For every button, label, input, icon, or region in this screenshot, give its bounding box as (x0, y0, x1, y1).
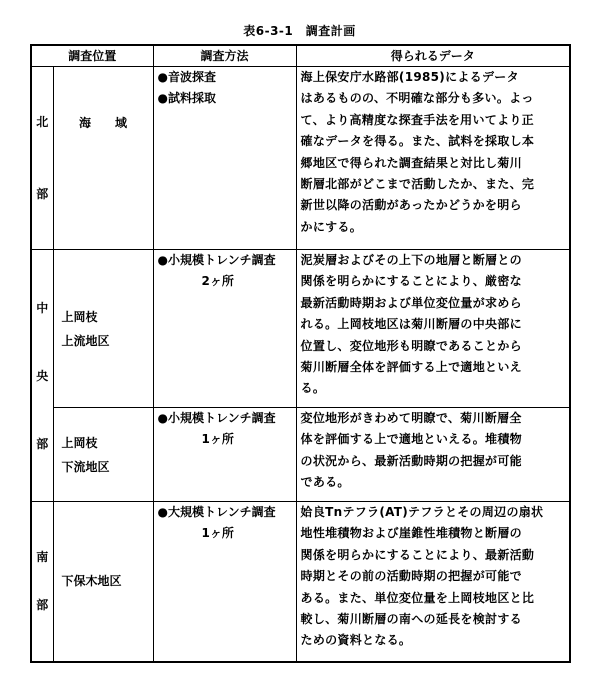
data-kamiokaeda-upper (296, 250, 570, 408)
header-method: 調査方法 (153, 45, 296, 67)
header-data: 得られるデータ (296, 45, 570, 67)
location-label: 上岡枝 (61, 435, 98, 450)
data-line: 関係を明らかにすることにより、最新活動 (300, 547, 535, 562)
data-line: 郷地区で得られた調査結果と対比し菊川 (300, 155, 522, 170)
data-line: 新世以降の活動があったかどうかを明ら (300, 198, 522, 213)
method-item: ●音波探査 (157, 70, 216, 84)
data-north (296, 67, 570, 250)
location-label: 上流地区 (61, 333, 110, 348)
method-shimohoki (153, 502, 296, 662)
method-count: 1ヶ所 (201, 526, 234, 541)
region-north (31, 67, 53, 250)
data-line: 時期とその前の活動時期の把握が可能で (300, 569, 522, 584)
location-kamiokaeda-upper (53, 250, 153, 408)
table-row-south (31, 502, 570, 662)
region-char: 部 (36, 598, 49, 613)
data-line: 変位地形がきわめて明瞭で、菊川断層全 (300, 411, 522, 425)
data-shimohoki (296, 502, 570, 662)
data-line: 較し、菊川断層の南への延長を検討する (300, 612, 522, 627)
data-line: 関係を明らかにすることにより、厳密な (300, 274, 522, 289)
survey-plan-table (30, 44, 571, 663)
data-line: ための資料となる。 (300, 633, 412, 648)
method-north (153, 67, 296, 250)
header-row (31, 45, 570, 67)
data-line: かにする。 (300, 219, 363, 234)
location-shimohoki (53, 502, 153, 662)
method-count: 1ヶ所 (201, 432, 234, 447)
region-char: 部 (36, 436, 49, 451)
data-line: 断層北部がどこまで活動したか、また、完 (300, 177, 535, 192)
region-south (31, 502, 53, 662)
data-line: 姶良Tnテフラ(AT)テフラとその周辺の扇状 (300, 505, 544, 519)
header-location: 調査位置 (31, 45, 153, 67)
method-kamiokaeda-upper (153, 250, 296, 408)
method-item: ●試料採取 (157, 91, 216, 106)
data-line: 菊川断層全体を評価する上で適地といえ (300, 360, 522, 375)
region-char: 部 (36, 187, 49, 201)
data-line: る。 (300, 381, 326, 396)
method-item: ●小規模トレンチ調査 (157, 411, 276, 425)
location-kamiokaeda-lower (53, 408, 153, 502)
table-title: 表6-3-1 調査計画 (243, 24, 356, 38)
location-north (53, 67, 153, 250)
region-char: 北 (36, 115, 49, 129)
data-kamiokaeda-lower (296, 408, 570, 502)
method-count: 2ヶ所 (201, 274, 234, 289)
location-label: 海 域 (79, 116, 128, 130)
data-line: 泥炭層およびその上下の地層と断層との (300, 253, 522, 267)
method-item: ●小規模トレンチ調査 (157, 253, 276, 267)
data-line: 体を評価する上で適地といえる。堆積物 (300, 432, 522, 447)
data-line: ある。また、単位変位量を上岡枝地区と比 (300, 590, 535, 605)
table-row-central-upper (31, 250, 570, 408)
region-central (31, 250, 53, 502)
table-row-north (31, 67, 570, 250)
data-line: 地性堆積物および崖錐性堆積物と断層の (300, 526, 522, 541)
table-row-central-lower (31, 408, 570, 502)
data-line: 最新活動時期および単位変位量が求めら (300, 295, 522, 310)
region-char: 中 (36, 300, 49, 315)
data-line: れる。上岡枝地区は菊川断層の中央部に (300, 317, 522, 332)
region-char: 央 (36, 368, 49, 383)
data-line: はあるものの、不明確な部分も多い。よっ (300, 91, 534, 106)
data-line: て、より高精度な探査手法を用いてより正 (300, 112, 534, 127)
method-kamiokaeda-lower (153, 408, 296, 502)
data-line: 海上保安庁水路部(1985)によるデータ (300, 70, 519, 84)
location-label: 下保木地区 (61, 574, 122, 589)
location-label: 上岡枝 (61, 309, 98, 324)
data-line: である。 (300, 475, 350, 490)
data-line: 確なデータを得る。また、試料を採取し本 (300, 134, 535, 149)
method-item: ●大規模トレンチ調査 (157, 505, 276, 519)
data-line: の状況から、最新活動時期の把握が可能 (300, 453, 522, 468)
location-label: 下流地区 (61, 459, 110, 474)
region-char: 南 (36, 550, 49, 565)
data-line: 位置し、変位地形も明瞭であることから (300, 338, 522, 353)
